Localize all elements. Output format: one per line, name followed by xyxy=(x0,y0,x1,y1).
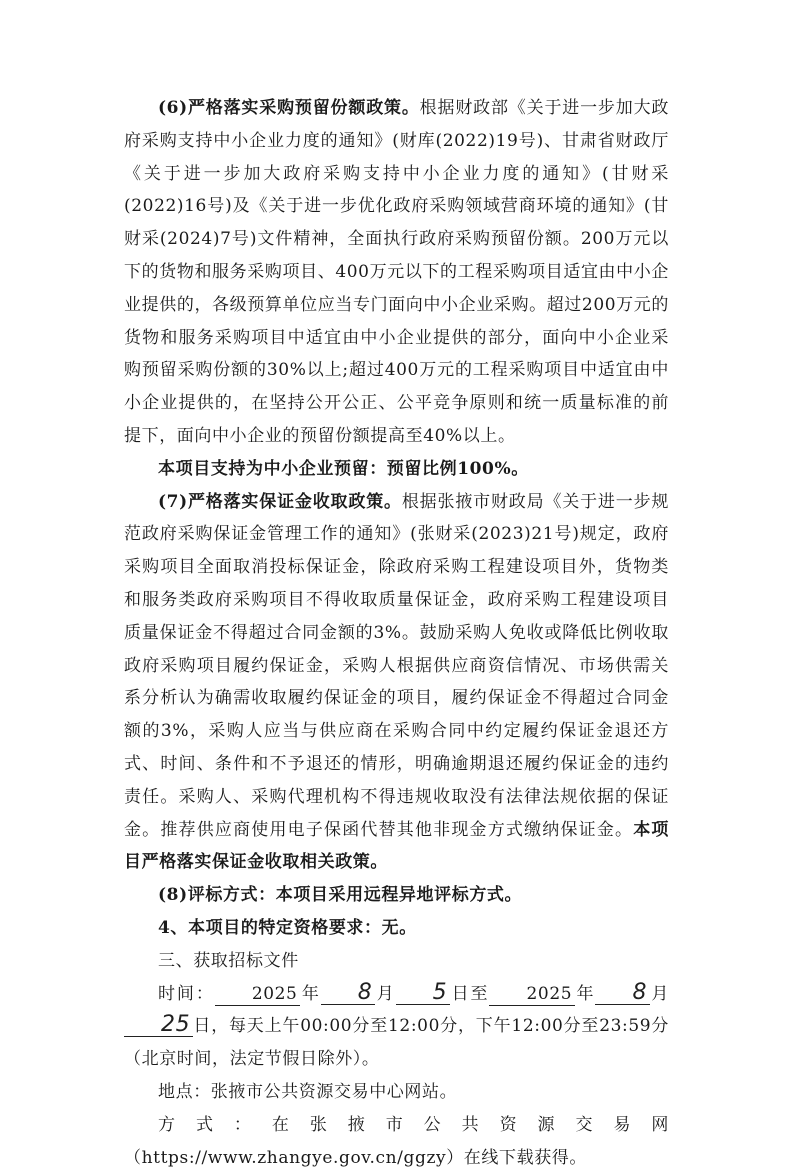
end-month-char: 月 xyxy=(650,983,669,1004)
time-paragraph xyxy=(124,978,669,1076)
start-year-char: 年 xyxy=(300,983,321,1004)
time-label: 时间： xyxy=(158,983,215,1004)
end-day: 25 xyxy=(124,1014,193,1037)
start-month: 8 xyxy=(321,982,376,1005)
end-year-char: 年 xyxy=(575,983,596,1004)
start-month-char: 月 xyxy=(375,983,396,1004)
start-year: 2025 xyxy=(215,983,301,1006)
start-day: 5 xyxy=(396,982,451,1005)
section-3-title: 三、获取招标文件 xyxy=(158,950,299,971)
reserve-note: 本项目支持为中小企业预留：预留比例100%。 xyxy=(158,458,529,479)
location-paragraph: 地点：张掖市公共资源交易中心网站。 xyxy=(158,1081,458,1102)
policy-6-body: 根据财政部《关于进一步加大政府采购支持中小企业力度的通知》(财库(2022)19号)、甘肃省财政厅《关于进一步加大政府采购支持中小企业力度的通知》(甘财采(2022)16号)及《关于进一步优化政府采购领域营商环境的通知》(甘财采(2024)7号)文件精神，全面执行政府采购预留份额。200万元以下的货物和服务采购项目、400万元以下的工程采购项目适宜由中小企业提供的，各级预算单位应当专门面向中小企业采购。超过200万元的货物和服务采购项目中适宜由中小企业提供的部分，面向中小企业采购预留采购份额的30%以上;超过400万元的工程采购项目中适宜由中小企业提供的，在坚持公开公正、公平竞争原则和统一质量标准的前提下，面向中小企业的预留份额提高至40%以上。 xyxy=(124,98,669,446)
time-rest: 日，每天上午00:00分至12:00分，下午12:00分至23:59分（北京时间，法定节假日除外）。 xyxy=(124,1016,669,1070)
method-paragraph: 方式：在张掖市公共资源交易网（https://www.zhangye.gov.cn/ggzy）在线下载获得。 xyxy=(124,1114,669,1168)
item-8-evaluation-method: (8)评标方式：本项目采用远程异地评标方式。 xyxy=(158,885,523,906)
end-month: 8 xyxy=(595,982,650,1005)
policy-6-paragraph xyxy=(124,92,669,453)
end-year: 2025 xyxy=(489,983,575,1006)
policy-6-heading: (6)严格落实采购预留份额政策。 xyxy=(158,98,420,118)
policy-7-heading: (7)严格落实保证金收取政策。 xyxy=(158,491,402,512)
policy-7-closing: 本项目严格落实保证金收取相关政策。 xyxy=(124,819,669,873)
policy-7-body: 根据张掖市财政局《关于进一步规范政府采购保证金管理工作的通知》(张财采(2023)21号)规定，政府采购项目全面取消投标保证金，除政府采购工程建设项目外，货物类和服务类政府采购项目不得收取质量保证金，政府采购工程建设项目质量保证金不得超过合同金额的3%。鼓励采购人免收或降低比例收取政府采购项目履约保证金，采购人根据供应商资信情况、市场供需关系分析认为确需收取履约保证金的项目，履约保证金不得超过合同金额的3%，采购人应当与供应商在采购合同中约定履约保证金退还方式、时间、条件和不予退还的情形，明确逾期退还履约保证金的违约责任。采购人、采购代理机构不得违规收取没有法律法规依据的保证金。推荐供应商使用电子保函代替其他非现金方式缴纳保证金。 xyxy=(124,491,669,840)
to-text: 日至 xyxy=(450,983,490,1004)
item-4-qualification: 4、本项目的特定资格要求：无。 xyxy=(158,917,417,938)
policy-7-paragraph xyxy=(124,486,669,880)
